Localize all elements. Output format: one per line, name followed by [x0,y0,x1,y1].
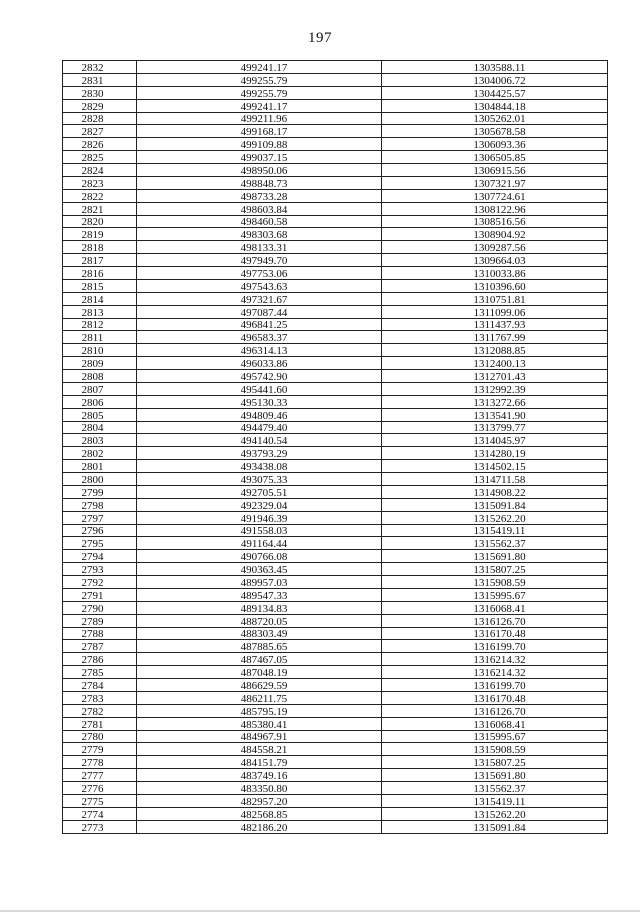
y-coordinate-cell: 1316126.70 [382,614,608,627]
y-coordinate-cell: 1315419.11 [382,524,608,537]
point-number-cell: 2814 [63,292,137,305]
table-row [63,215,608,228]
table-row [63,576,608,589]
x-coordinate-cell: 499241.17 [137,61,382,74]
point-number-cell: 2816 [63,267,137,280]
point-number-cell: 2792 [63,576,137,589]
x-coordinate-cell: 493075.33 [137,473,382,486]
x-coordinate-cell: 494140.54 [137,434,382,447]
y-coordinate-cell: 1307321.97 [382,176,608,189]
x-coordinate-cell: 484151.79 [137,756,382,769]
x-coordinate-cell: 498848.73 [137,176,382,189]
x-coordinate-cell: 489134.83 [137,601,382,614]
y-coordinate-cell: 1315908.59 [382,743,608,756]
table-row [63,588,608,601]
table-row [63,241,608,254]
table-row [63,370,608,383]
table-row [63,627,608,640]
x-coordinate-cell: 486629.59 [137,679,382,692]
y-coordinate-cell: 1315807.25 [382,756,608,769]
point-number-cell: 2774 [63,807,137,820]
x-coordinate-cell: 482568.85 [137,807,382,820]
table-row [63,344,608,357]
table-row [63,357,608,370]
y-coordinate-cell: 1310751.81 [382,292,608,305]
table-row [63,151,608,164]
y-coordinate-cell: 1313272.66 [382,395,608,408]
x-coordinate-cell: 499037.15 [137,151,382,164]
x-coordinate-cell: 493793.29 [137,447,382,460]
point-number-cell: 2822 [63,189,137,202]
x-coordinate-cell: 492329.04 [137,498,382,511]
x-coordinate-cell: 499255.79 [137,86,382,99]
coordinates-table-body [63,61,608,834]
point-number-cell: 2787 [63,640,137,653]
table-row [63,640,608,653]
point-number-cell: 2807 [63,382,137,395]
y-coordinate-cell: 1316214.32 [382,666,608,679]
y-coordinate-cell: 1314045.97 [382,434,608,447]
y-coordinate-cell: 1315562.37 [382,782,608,795]
coordinates-table [62,60,608,834]
table-row [63,498,608,511]
table-row [63,473,608,486]
point-number-cell: 2796 [63,524,137,537]
point-number-cell: 2783 [63,691,137,704]
y-coordinate-cell: 1314502.15 [382,460,608,473]
y-coordinate-cell: 1315262.20 [382,807,608,820]
x-coordinate-cell: 498303.68 [137,228,382,241]
x-coordinate-cell: 496583.37 [137,331,382,344]
y-coordinate-cell: 1316170.48 [382,627,608,640]
y-coordinate-cell: 1312088.85 [382,344,608,357]
point-number-cell: 2831 [63,73,137,86]
point-number-cell: 2795 [63,537,137,550]
table-row [63,601,608,614]
table-row [63,267,608,280]
x-coordinate-cell: 487467.05 [137,653,382,666]
point-number-cell: 2820 [63,215,137,228]
table-row [63,743,608,756]
x-coordinate-cell: 489547.33 [137,588,382,601]
table-row [63,447,608,460]
table-row [63,550,608,563]
y-coordinate-cell: 1304006.72 [382,73,608,86]
table-row [63,331,608,344]
table-row [63,614,608,627]
x-coordinate-cell: 487048.19 [137,666,382,679]
table-row [63,189,608,202]
y-coordinate-cell: 1311099.06 [382,305,608,318]
point-number-cell: 2778 [63,756,137,769]
table-row [63,164,608,177]
x-coordinate-cell: 499168.17 [137,125,382,138]
table-row [63,756,608,769]
x-coordinate-cell: 491558.03 [137,524,382,537]
table-row [63,794,608,807]
point-number-cell: 2828 [63,112,137,125]
table-row [63,61,608,74]
point-number-cell: 2830 [63,86,137,99]
x-coordinate-cell: 499109.88 [137,138,382,151]
table-row [63,679,608,692]
scan-edge-divider [0,910,640,912]
table-row [63,782,608,795]
table-row [63,691,608,704]
x-coordinate-cell: 499255.79 [137,73,382,86]
point-number-cell: 2810 [63,344,137,357]
point-number-cell: 2821 [63,202,137,215]
x-coordinate-cell: 497753.06 [137,267,382,280]
y-coordinate-cell: 1315262.20 [382,511,608,524]
table-row [63,524,608,537]
x-coordinate-cell: 495742.90 [137,370,382,383]
table-row [63,511,608,524]
y-coordinate-cell: 1315807.25 [382,563,608,576]
y-coordinate-cell: 1315691.80 [382,769,608,782]
x-coordinate-cell: 485380.41 [137,717,382,730]
y-coordinate-cell: 1314908.22 [382,485,608,498]
x-coordinate-cell: 499241.17 [137,99,382,112]
point-number-cell: 2803 [63,434,137,447]
x-coordinate-cell: 490363.45 [137,563,382,576]
y-coordinate-cell: 1310033.86 [382,267,608,280]
x-coordinate-cell: 487885.65 [137,640,382,653]
table-row [63,112,608,125]
y-coordinate-cell: 1316068.41 [382,601,608,614]
table-row [63,292,608,305]
point-number-cell: 2806 [63,395,137,408]
x-coordinate-cell: 498133.31 [137,241,382,254]
point-number-cell: 2777 [63,769,137,782]
point-number-cell: 2801 [63,460,137,473]
y-coordinate-cell: 1306093.36 [382,138,608,151]
table-row [63,202,608,215]
point-number-cell: 2782 [63,704,137,717]
x-coordinate-cell: 491946.39 [137,511,382,524]
table-row [63,138,608,151]
y-coordinate-cell: 1313541.90 [382,408,608,421]
x-coordinate-cell: 497087.44 [137,305,382,318]
table-row [63,125,608,138]
x-coordinate-cell: 484967.91 [137,730,382,743]
y-coordinate-cell: 1309664.03 [382,254,608,267]
point-number-cell: 2832 [63,61,137,74]
x-coordinate-cell: 497321.67 [137,292,382,305]
point-number-cell: 2813 [63,305,137,318]
y-coordinate-cell: 1306915.56 [382,164,608,177]
table-row [63,730,608,743]
point-number-cell: 2802 [63,447,137,460]
x-coordinate-cell: 498603.84 [137,202,382,215]
point-number-cell: 2779 [63,743,137,756]
y-coordinate-cell: 1316170.48 [382,691,608,704]
y-coordinate-cell: 1316068.41 [382,717,608,730]
table-row [63,434,608,447]
table-row [63,318,608,331]
y-coordinate-cell: 1307724.61 [382,189,608,202]
point-number-cell: 2786 [63,653,137,666]
y-coordinate-cell: 1312701.43 [382,370,608,383]
y-coordinate-cell: 1313799.77 [382,421,608,434]
x-coordinate-cell: 494479.40 [137,421,382,434]
point-number-cell: 2793 [63,563,137,576]
point-number-cell: 2775 [63,794,137,807]
point-number-cell: 2825 [63,151,137,164]
table-row [63,666,608,679]
y-coordinate-cell: 1303588.11 [382,61,608,74]
y-coordinate-cell: 1315995.67 [382,730,608,743]
x-coordinate-cell: 495441.60 [137,382,382,395]
x-coordinate-cell: 493438.08 [137,460,382,473]
x-coordinate-cell: 498950.06 [137,164,382,177]
x-coordinate-cell: 490766.08 [137,550,382,563]
y-coordinate-cell: 1315562.37 [382,537,608,550]
x-coordinate-cell: 486211.75 [137,691,382,704]
table-row [63,408,608,421]
y-coordinate-cell: 1316199.70 [382,640,608,653]
x-coordinate-cell: 485795.19 [137,704,382,717]
point-number-cell: 2811 [63,331,137,344]
x-coordinate-cell: 488303.49 [137,627,382,640]
x-coordinate-cell: 498733.28 [137,189,382,202]
x-coordinate-cell: 497543.63 [137,279,382,292]
y-coordinate-cell: 1314280.19 [382,447,608,460]
y-coordinate-cell: 1315691.80 [382,550,608,563]
table-row [63,704,608,717]
point-number-cell: 2826 [63,138,137,151]
x-coordinate-cell: 494809.46 [137,408,382,421]
point-number-cell: 2808 [63,370,137,383]
y-coordinate-cell: 1315091.84 [382,498,608,511]
y-coordinate-cell: 1315091.84 [382,820,608,833]
x-coordinate-cell: 489957.03 [137,576,382,589]
y-coordinate-cell: 1304425.57 [382,86,608,99]
point-number-cell: 2805 [63,408,137,421]
x-coordinate-cell: 497949.70 [137,254,382,267]
table-row [63,485,608,498]
point-number-cell: 2789 [63,614,137,627]
table-row [63,176,608,189]
table-row [63,563,608,576]
y-coordinate-cell: 1315995.67 [382,588,608,601]
y-coordinate-cell: 1316126.70 [382,704,608,717]
table-row [63,382,608,395]
table-row [63,99,608,112]
point-number-cell: 2773 [63,820,137,833]
point-number-cell: 2790 [63,601,137,614]
point-number-cell: 2824 [63,164,137,177]
y-coordinate-cell: 1316199.70 [382,679,608,692]
table-row [63,73,608,86]
y-coordinate-cell: 1312992.39 [382,382,608,395]
x-coordinate-cell: 491164.44 [137,537,382,550]
y-coordinate-cell: 1312400.13 [382,357,608,370]
point-number-cell: 2785 [63,666,137,679]
x-coordinate-cell: 495130.33 [137,395,382,408]
point-number-cell: 2799 [63,485,137,498]
point-number-cell: 2798 [63,498,137,511]
y-coordinate-cell: 1304844.18 [382,99,608,112]
x-coordinate-cell: 496314.13 [137,344,382,357]
y-coordinate-cell: 1309287.56 [382,241,608,254]
x-coordinate-cell: 498460.58 [137,215,382,228]
table-row [63,537,608,550]
point-number-cell: 2812 [63,318,137,331]
x-coordinate-cell: 482186.20 [137,820,382,833]
y-coordinate-cell: 1308904.92 [382,228,608,241]
y-coordinate-cell: 1308122.96 [382,202,608,215]
page-number: 197 [308,30,332,46]
y-coordinate-cell: 1305262.01 [382,112,608,125]
point-number-cell: 2819 [63,228,137,241]
table-row [63,460,608,473]
point-number-cell: 2797 [63,511,137,524]
table-row [63,769,608,782]
table-row [63,305,608,318]
table-row [63,421,608,434]
y-coordinate-cell: 1316214.32 [382,653,608,666]
y-coordinate-cell: 1305678.58 [382,125,608,138]
y-coordinate-cell: 1315908.59 [382,576,608,589]
x-coordinate-cell: 496841.25 [137,318,382,331]
point-number-cell: 2794 [63,550,137,563]
point-number-cell: 2784 [63,679,137,692]
table-row [63,395,608,408]
y-coordinate-cell: 1311767.99 [382,331,608,344]
point-number-cell: 2780 [63,730,137,743]
table-row [63,717,608,730]
point-number-cell: 2791 [63,588,137,601]
y-coordinate-cell: 1310396.60 [382,279,608,292]
point-number-cell: 2800 [63,473,137,486]
x-coordinate-cell: 483749.16 [137,769,382,782]
point-number-cell: 2823 [63,176,137,189]
point-number-cell: 2829 [63,99,137,112]
point-number-cell: 2781 [63,717,137,730]
x-coordinate-cell: 492705.51 [137,485,382,498]
table-row [63,254,608,267]
x-coordinate-cell: 499211.96 [137,112,382,125]
table-row [63,86,608,99]
point-number-cell: 2815 [63,279,137,292]
point-number-cell: 2818 [63,241,137,254]
point-number-cell: 2817 [63,254,137,267]
x-coordinate-cell: 488720.05 [137,614,382,627]
y-coordinate-cell: 1306505.85 [382,151,608,164]
table-row [63,653,608,666]
y-coordinate-cell: 1311437.93 [382,318,608,331]
point-number-cell: 2809 [63,357,137,370]
point-number-cell: 2776 [63,782,137,795]
table-row [63,820,608,833]
table-row [63,228,608,241]
y-coordinate-cell: 1315419.11 [382,794,608,807]
x-coordinate-cell: 496033.86 [137,357,382,370]
x-coordinate-cell: 484558.21 [137,743,382,756]
x-coordinate-cell: 482957.20 [137,794,382,807]
y-coordinate-cell: 1314711.58 [382,473,608,486]
x-coordinate-cell: 483350.80 [137,782,382,795]
table-row [63,807,608,820]
table-row [63,279,608,292]
point-number-cell: 2788 [63,627,137,640]
point-number-cell: 2804 [63,421,137,434]
y-coordinate-cell: 1308516.56 [382,215,608,228]
point-number-cell: 2827 [63,125,137,138]
